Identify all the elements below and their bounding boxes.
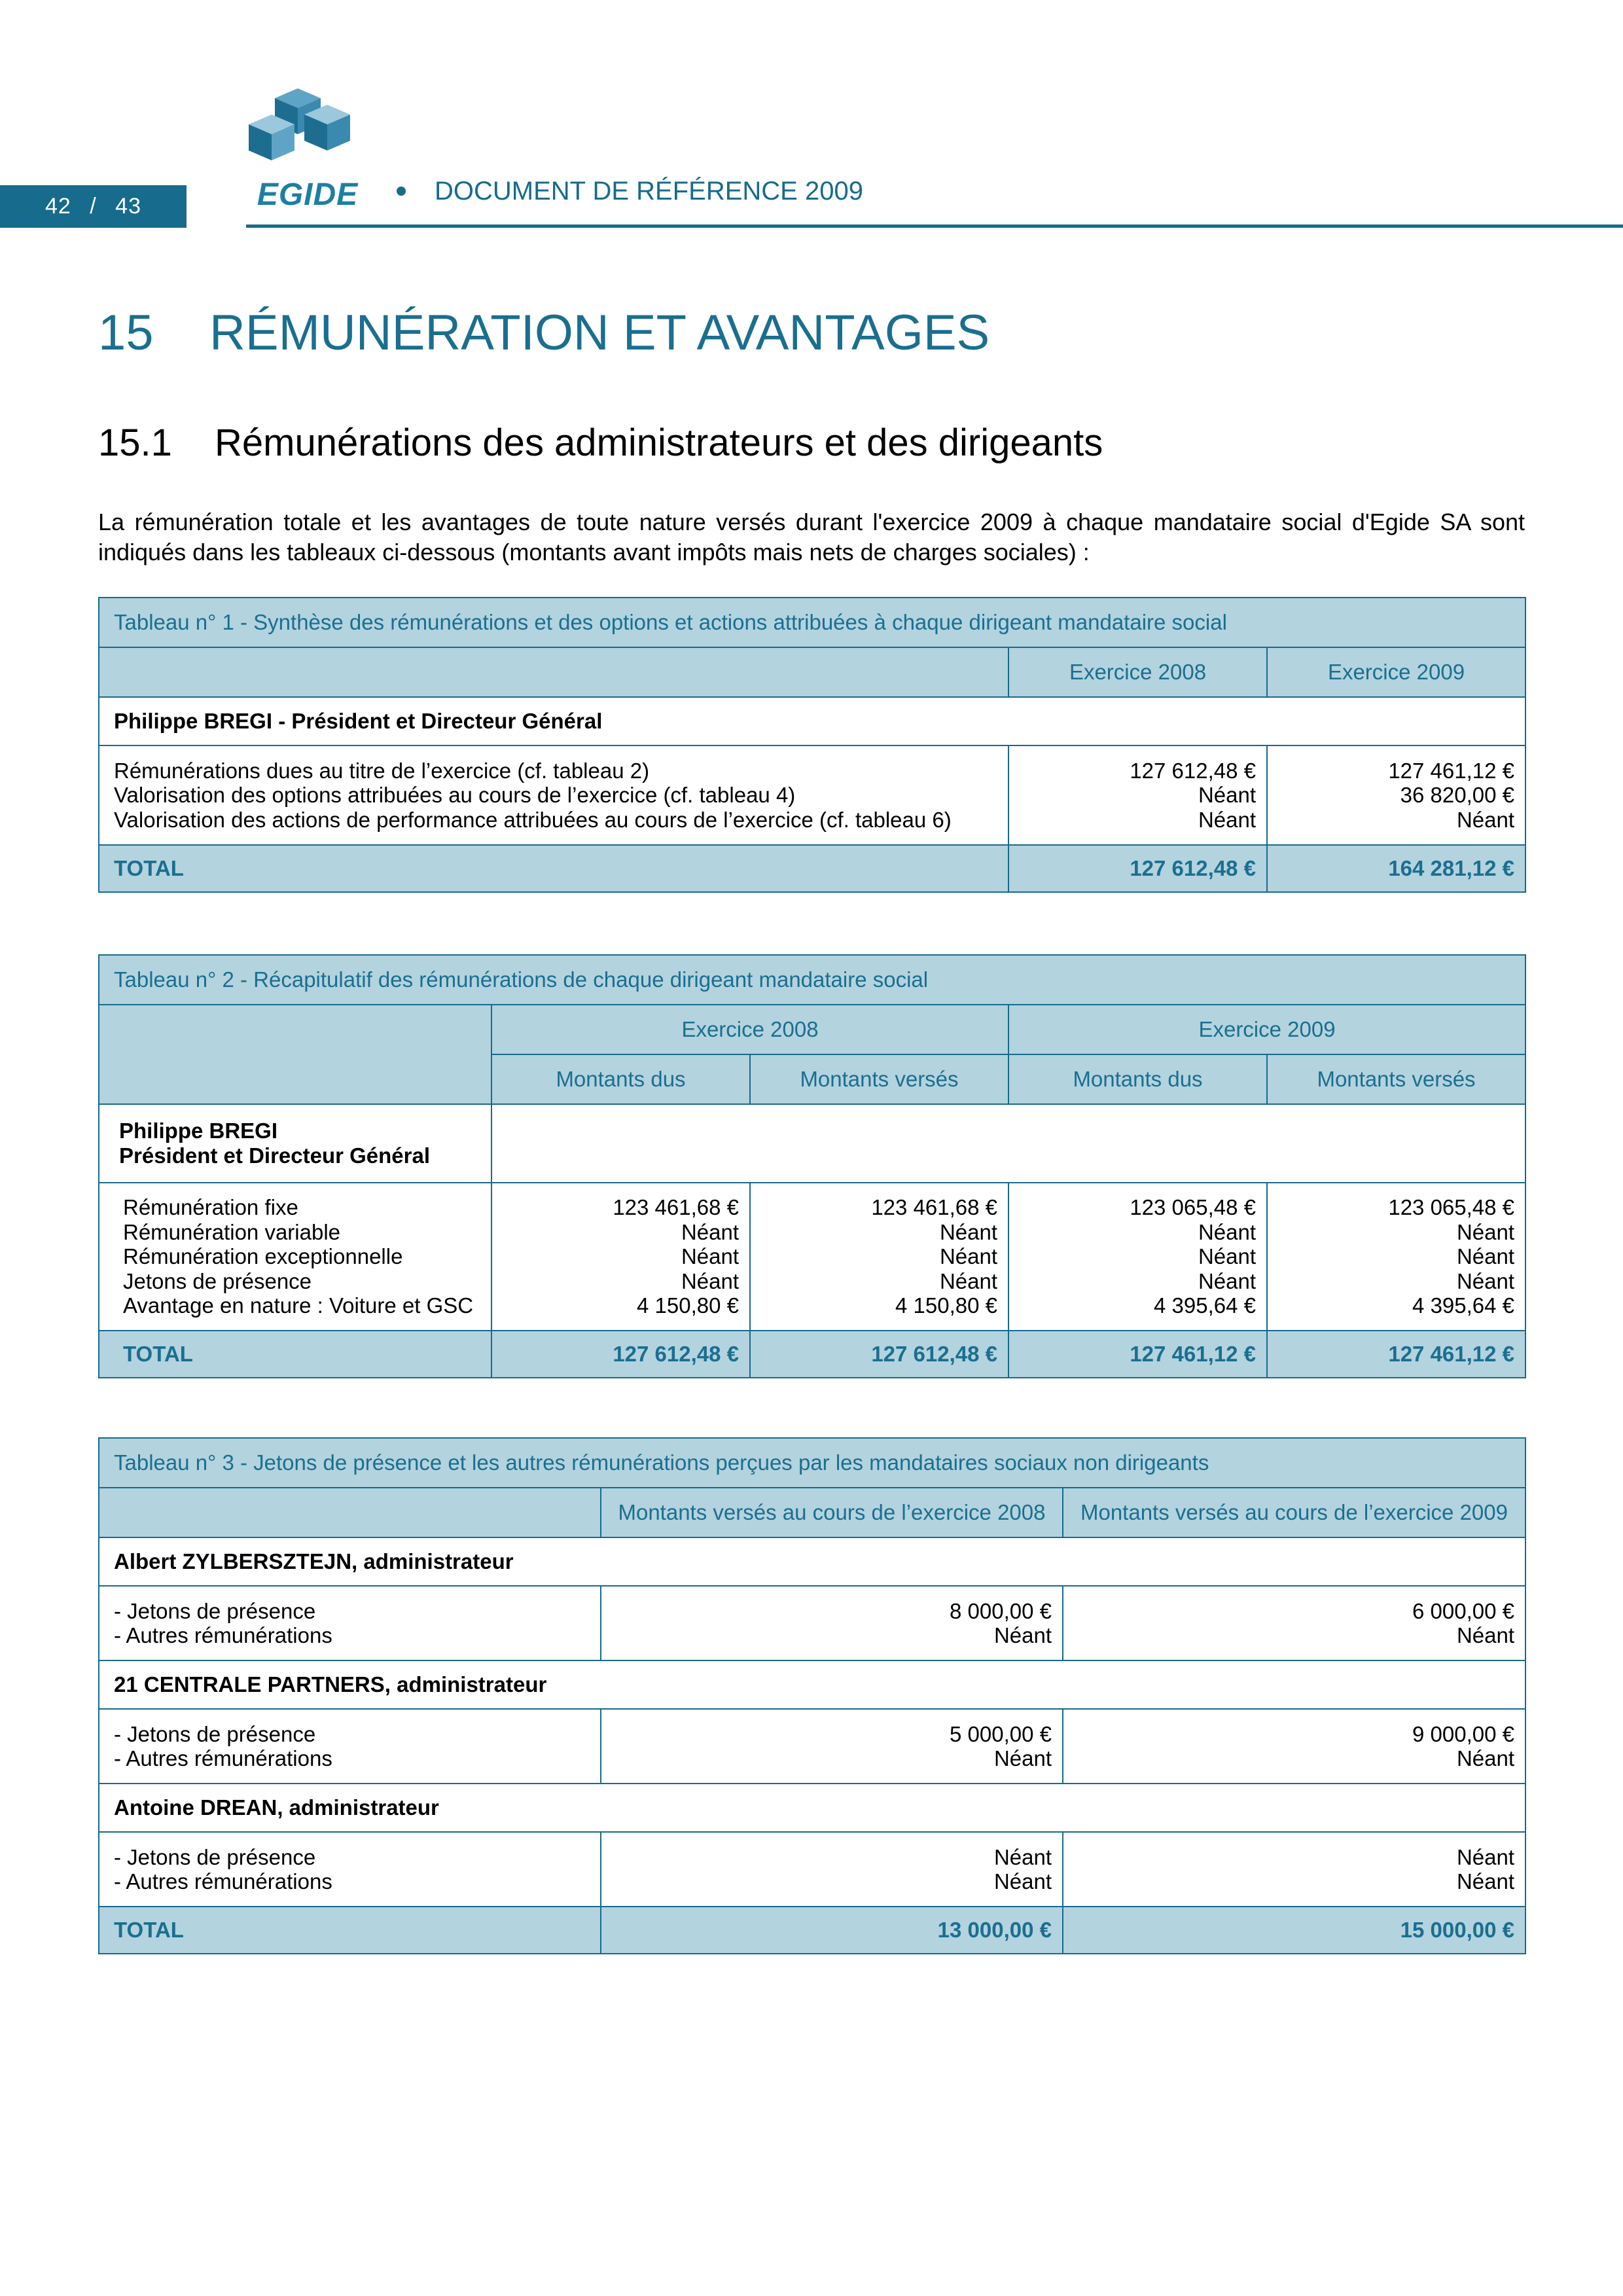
table-2-col-2009: Exercice 2009 <box>1008 1005 1525 1054</box>
table-2-header-empty <box>99 1005 491 1104</box>
table-3-person: 21 CENTRALE PARTNERS, administrateur <box>99 1660 1525 1709</box>
table-3-label: - Jetons de présence <box>114 1844 316 1869</box>
table-3-value: Néant <box>1456 1869 1514 1893</box>
table-3-caption: Tableau n° 3 - Jetons de présence et les autres rémunérations perçues par les mandataires sociaux non dirigeants <box>99 1438 1525 1488</box>
table-3-labels <box>99 1586 601 1660</box>
table-1-labels <box>99 745 1008 845</box>
table-3-values-2009 <box>1063 1586 1525 1660</box>
table-2-value: Néant <box>1456 1268 1515 1293</box>
table-3-value: Néant <box>993 1869 1052 1893</box>
page-number-tab <box>0 185 187 228</box>
table-2-value: Néant <box>681 1219 739 1244</box>
egide-logo <box>249 85 366 212</box>
table-1-header-empty <box>99 647 1008 697</box>
table-1-total-2009: 164 281,12 € <box>1267 845 1525 892</box>
table-3-person: Antoine DREAN, administrateur <box>99 1784 1525 1832</box>
subsection-title: Rémunérations des administrateurs et des dirigeants <box>215 422 1103 464</box>
table-1-value: Néant <box>1198 807 1256 832</box>
table-2-subheader: Montants dus <box>491 1054 750 1104</box>
header-divider <box>246 224 1623 228</box>
table-2-value: Néant <box>681 1268 739 1293</box>
table-3-col-2009: Montants versés au cours de l’exercice 2009 <box>1063 1488 1525 1537</box>
table-3-values-2008 <box>601 1586 1063 1660</box>
table-2-value: Néant <box>939 1244 997 1269</box>
table-1-total-label: TOTAL <box>99 845 1008 892</box>
table-2-value: Néant <box>1198 1219 1256 1244</box>
table-3-value: Néant <box>1456 1623 1514 1647</box>
table-2-total: 127 461,12 € <box>1008 1331 1267 1378</box>
table-3-total-2008: 13 000,00 € <box>601 1907 1063 1954</box>
section-title: RÉMUNÉRATION ET AVANTAGES <box>209 305 990 361</box>
table-1-label: Rémunérations dues au titre de l’exercice (cf. tableau 2) <box>114 758 650 783</box>
table-3-label: - Autres rémunérations <box>114 1869 332 1893</box>
table-3-header-empty <box>99 1488 601 1537</box>
table-2-person-empty <box>491 1104 1525 1183</box>
table-1-values-2008 <box>1008 745 1267 845</box>
table-1 <box>98 597 1526 893</box>
table-2-total: 127 612,48 € <box>750 1331 1008 1378</box>
table-3-values-2008 <box>601 1832 1063 1907</box>
table-2-value: Néant <box>681 1244 739 1269</box>
table-2-value: Néant <box>1456 1219 1515 1244</box>
table-1-col-2009: Exercice 2009 <box>1267 647 1525 697</box>
table-3-total-2009: 15 000,00 € <box>1063 1907 1525 1954</box>
brand-name: EGIDE <box>257 177 359 212</box>
table-1-value: 127 461,12 € <box>1388 758 1515 783</box>
table-3-labels <box>99 1709 601 1784</box>
table-2-labels <box>99 1183 491 1331</box>
table-2-label: Jetons de présence <box>123 1268 312 1293</box>
table-2-value: 123 065,48 € <box>1130 1195 1256 1220</box>
table-2-col-values <box>491 1183 750 1331</box>
table-2-value: Néant <box>1198 1244 1256 1269</box>
table-3-label: - Autres rémunérations <box>114 1746 332 1770</box>
table-1-value: 127 612,48 € <box>1130 758 1256 783</box>
table-3-values-2008 <box>601 1709 1063 1784</box>
table-3-person: Albert ZYLBERSZTEJN, administrateur <box>99 1537 1525 1586</box>
table-2-label: Rémunération exceptionnelle <box>123 1244 403 1269</box>
table-1-value: Néant <box>1198 783 1256 808</box>
table-3-label: - Jetons de présence <box>114 1721 316 1746</box>
table-2-caption: Tableau n° 2 - Récapitulatif des rémunérations de chaque dirigeant mandataire social <box>99 955 1525 1005</box>
table-3-value: 8 000,00 € <box>950 1598 1052 1623</box>
table-3-value: Néant <box>1456 1844 1514 1869</box>
table-3-value: 9 000,00 € <box>1412 1721 1514 1746</box>
table-2-col-values <box>1008 1183 1267 1331</box>
table-1-caption: Tableau n° 1 - Synthèse des rémunérations et des options et actions attribuées à chaque dirigeant mandataire social <box>99 598 1525 647</box>
subsection-heading <box>98 421 1103 465</box>
table-3-label: - Autres rémunérations <box>114 1623 332 1647</box>
cubes-logo-icon <box>249 85 366 177</box>
table-3-col-2008: Montants versés au cours de l’exercice 2008 <box>601 1488 1063 1537</box>
table-1-total-2008: 127 612,48 € <box>1008 845 1267 892</box>
table-2-col-values <box>750 1183 1008 1331</box>
table-2-subheader: Montants versés <box>1267 1054 1525 1104</box>
table-1-value: Néant <box>1456 807 1515 832</box>
section-heading <box>98 304 990 361</box>
table-3-value: 5 000,00 € <box>950 1721 1052 1746</box>
section-number: 15 <box>98 305 154 361</box>
table-1-person: Philippe BREGI - Président et Directeur Général <box>99 697 1525 745</box>
table-2-label: Avantage en nature : Voiture et GSC <box>123 1293 474 1318</box>
table-2-col-values <box>1267 1183 1525 1331</box>
table-2-label: Rémunération variable <box>123 1219 341 1244</box>
table-2-value: 123 461,68 € <box>613 1195 739 1220</box>
table-3-value: Néant <box>993 1844 1052 1869</box>
table-2-person <box>99 1104 491 1183</box>
intro-line: indiqués dans les tableaux ci-dessous (montants avant impôts mais nets de charges sociales) : <box>98 539 1090 565</box>
table-2 <box>98 954 1526 1378</box>
table-2-value: Néant <box>939 1219 997 1244</box>
table-2-total-label: TOTAL <box>99 1331 491 1378</box>
table-2-value: 4 150,80 € <box>895 1293 997 1318</box>
page-separator: / <box>90 194 97 219</box>
table-3-value: Néant <box>993 1623 1052 1647</box>
table-2-col-2008: Exercice 2008 <box>491 1005 1008 1054</box>
table-1-label: Valorisation des actions de performance attribuées au cours de l’exercice (cf. tableau 6) <box>114 807 952 832</box>
table-3-value: 6 000,00 € <box>1412 1598 1514 1623</box>
table-2-value: 4 150,80 € <box>637 1293 739 1318</box>
document-title: DOCUMENT DE RÉFÉRENCE 2009 <box>435 177 863 206</box>
table-2-total: 127 461,12 € <box>1267 1331 1525 1378</box>
subsection-number: 15.1 <box>98 422 172 464</box>
table-2-subheader: Montants dus <box>1008 1054 1267 1104</box>
table-1-value: 36 820,00 € <box>1400 783 1515 808</box>
table-2-value: Néant <box>1456 1244 1515 1269</box>
table-3 <box>98 1437 1526 1954</box>
table-2-total: 127 612,48 € <box>491 1331 750 1378</box>
table-2-value: 4 395,64 € <box>1412 1293 1515 1318</box>
table-3-value: Néant <box>1456 1746 1514 1770</box>
table-3-values-2009 <box>1063 1832 1525 1907</box>
table-2-value: Néant <box>1198 1268 1256 1293</box>
page-number-2: 43 <box>115 194 141 219</box>
table-3-total-label: TOTAL <box>99 1907 601 1954</box>
table-1-label: Valorisation des options attribuées au cours de l’exercice (cf. tableau 4) <box>114 783 796 808</box>
header-bullet-icon <box>397 187 406 196</box>
table-1-col-2008: Exercice 2008 <box>1008 647 1267 697</box>
table-3-label: - Jetons de présence <box>114 1598 316 1623</box>
table-2-value: 123 065,48 € <box>1388 1195 1515 1220</box>
table-2-person-role: Président et Directeur Général <box>119 1143 431 1168</box>
table-2-subheader: Montants versés <box>750 1054 1008 1104</box>
page-number: 42 <box>45 194 71 219</box>
table-3-labels <box>99 1832 601 1907</box>
intro-line: La rémunération totale et les avantages de toute nature versés durant l'exercice 2009 à chaque mandataire social d'Egide SA sont <box>98 509 1525 535</box>
table-1-values-2009 <box>1267 745 1525 845</box>
table-2-value: 123 461,68 € <box>871 1195 997 1220</box>
table-3-value: Néant <box>993 1746 1052 1770</box>
table-3-values-2009 <box>1063 1709 1525 1784</box>
table-2-value: 4 395,64 € <box>1154 1293 1256 1318</box>
table-2-person-name: Philippe BREGI <box>119 1119 278 1143</box>
intro-paragraph <box>98 507 1525 567</box>
table-2-label: Rémunération fixe <box>123 1195 298 1220</box>
table-2-value: Néant <box>939 1268 997 1293</box>
